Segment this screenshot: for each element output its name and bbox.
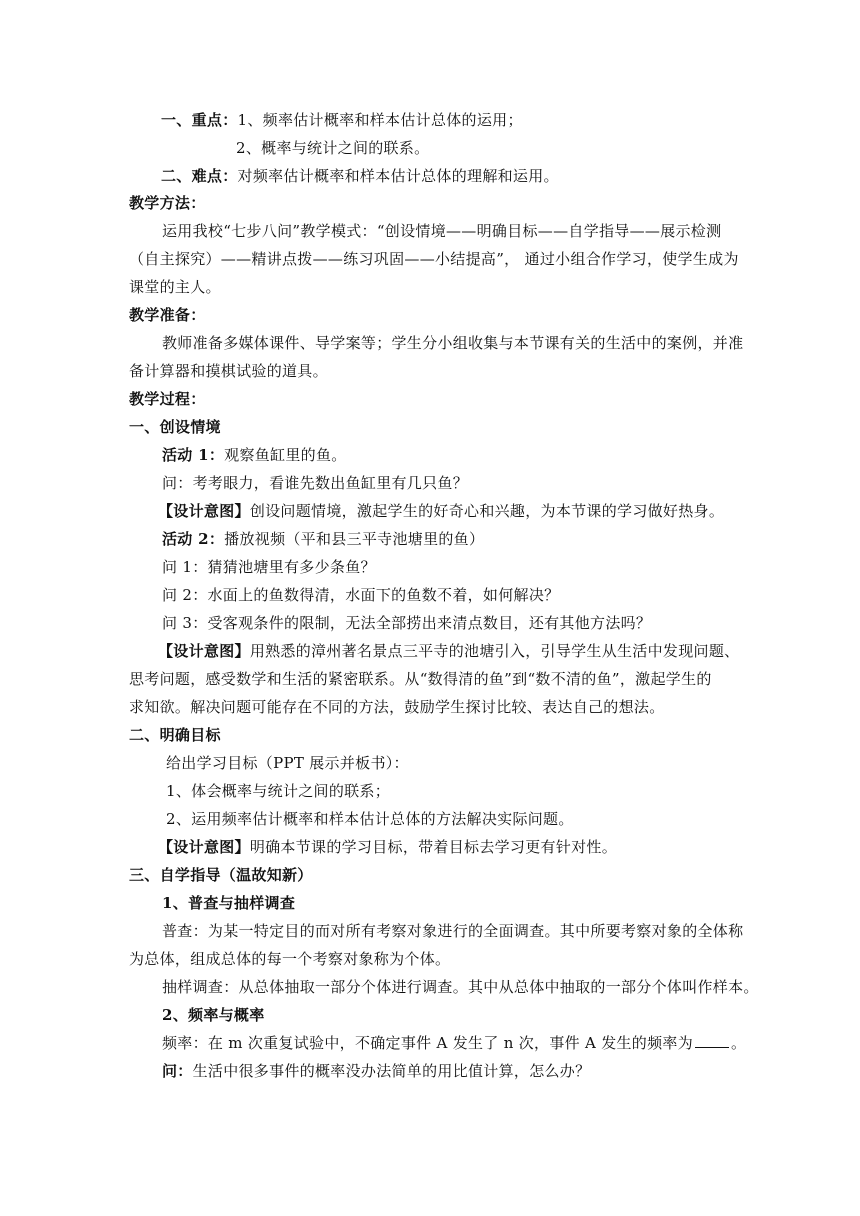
activity-2-label: 活动 2： xyxy=(162,530,225,548)
subsection-census-heading: 1、普查与抽样调查 xyxy=(162,894,296,912)
design-intent-3 xyxy=(158,837,617,857)
key-point-2: 2、概率与统计之间的联系。 xyxy=(236,139,430,157)
question-line xyxy=(162,1061,590,1081)
sampling-line: 抽样调查：从总体抽取一部分个体进行调查。其中从总体中抽取的一部分个体叫作样本。 xyxy=(162,978,759,996)
subsection-frequency-heading: 2、频率与概率 xyxy=(162,1006,265,1024)
activity-1-line xyxy=(162,445,347,465)
design-intent-label: 【设计意图】 xyxy=(158,642,250,660)
fill-in-blank xyxy=(695,1033,729,1048)
design-intent-1 xyxy=(158,501,724,521)
design-intent-2-line-2: 思考问题，感受数学和生活的紧密联系。从“数得清的鱼”到“数不清的鱼”，激起学生的 xyxy=(129,670,712,688)
difficulty-line xyxy=(161,166,559,186)
census-line-2: 为总体，组成总体的每一个考察对象称为个体。 xyxy=(129,950,451,968)
goal-1: 1、体会概率与统计之间的联系； xyxy=(166,782,391,800)
method-line-2: （自主探究）——精讲点拨——练习巩固——小结提高”， 通过小组合作学习，使学生成为 xyxy=(129,250,739,268)
prep-heading: 教学准备： xyxy=(129,306,206,324)
design-intent-label: 【设计意图】 xyxy=(158,502,250,520)
question-1: 问 1：猜猜池塘里有多少条鱼？ xyxy=(162,558,376,576)
design-intent-text: 用熟悉的漳州著名景点三平寺的池塘引入，引导学生从生活中发现问题、 xyxy=(249,642,740,660)
key-points-line-1 xyxy=(161,110,523,130)
goal-2: 2、运用频率估计概率和样本估计总体的方法解决实际问题。 xyxy=(166,810,574,828)
design-intent-text: 创设问题情境，激起学生的好奇心和兴趣，为本节课的学习做好热身。 xyxy=(249,502,725,520)
difficulty-text: 对频率估计概率和样本估计总体的理解和运用。 xyxy=(237,167,559,185)
activity-2-text: 播放视频（平和县三平寺池塘里的鱼） xyxy=(224,530,485,548)
section-2-heading: 二、明确目标 xyxy=(129,726,221,744)
key-points-heading: 一、重点： xyxy=(161,111,238,129)
section-3-heading: 三、自学指导（温故知新） xyxy=(129,866,313,884)
design-intent-2-line-1 xyxy=(158,641,739,661)
prep-line-2: 备计算器和摸棋试验的道具。 xyxy=(129,362,328,380)
method-line-1: 运用我校“七步八问”教学模式：“创设情境——明确目标——自学指导——展示检测 xyxy=(162,222,722,240)
design-intent-2-line-3: 求知欲。解决问题可能存在不同的方法，鼓励学生探讨比较、表达自己的想法。 xyxy=(129,698,665,716)
difficulty-heading: 二、难点： xyxy=(161,167,238,185)
census-line-1: 普查：为某一特定目的而对所有考察对象进行的全面调查。其中所要考察对象的全体称 xyxy=(162,922,744,940)
activity-2-line xyxy=(162,529,484,549)
activity-1-text: 观察鱼缸里的鱼。 xyxy=(224,446,347,464)
goals-intro: 给出学习目标（PPT 展示并板书）： xyxy=(166,754,409,772)
key-point-1: 1、频率估计概率和样本估计总体的运用； xyxy=(237,111,523,129)
question-3: 问 3：受客观条件的限制，无法全部捞出来清点数目，还有其他方法吗？ xyxy=(162,614,652,632)
design-intent-text: 明确本节课的学习目标，带着目标去学习更有针对性。 xyxy=(249,838,618,856)
method-line-3: 课堂的主人。 xyxy=(129,278,221,296)
design-intent-label: 【设计意图】 xyxy=(158,838,250,856)
question-count-fish: 问：考考眼力，看谁先数出鱼缸里有几只鱼？ xyxy=(162,474,469,492)
frequency-text: 频率：在 m 次重复试验中，不确定事件 A 发生了 n 次，事件 A 发生的频率为 xyxy=(162,1034,693,1052)
activity-1-label: 活动 1： xyxy=(162,446,225,464)
prep-line-1: 教师准备多媒体课件、导学案等；学生分小组收集与本节课有关的生活中的案例，并准 xyxy=(162,334,744,352)
process-heading: 教学过程： xyxy=(129,390,206,408)
question-label: 问： xyxy=(162,1062,193,1080)
question-2: 问 2：水面上的鱼数得清，水面下的鱼数不着，如何解决？ xyxy=(162,586,560,604)
section-1-heading: 一、创设情境 xyxy=(129,418,221,436)
method-heading: 教学方法： xyxy=(129,194,206,212)
frequency-line xyxy=(162,1033,746,1053)
question-text: 生活中很多事件的概率没办法简单的用比值计算，怎么办？ xyxy=(192,1062,591,1080)
frequency-period: 。 xyxy=(731,1034,747,1052)
